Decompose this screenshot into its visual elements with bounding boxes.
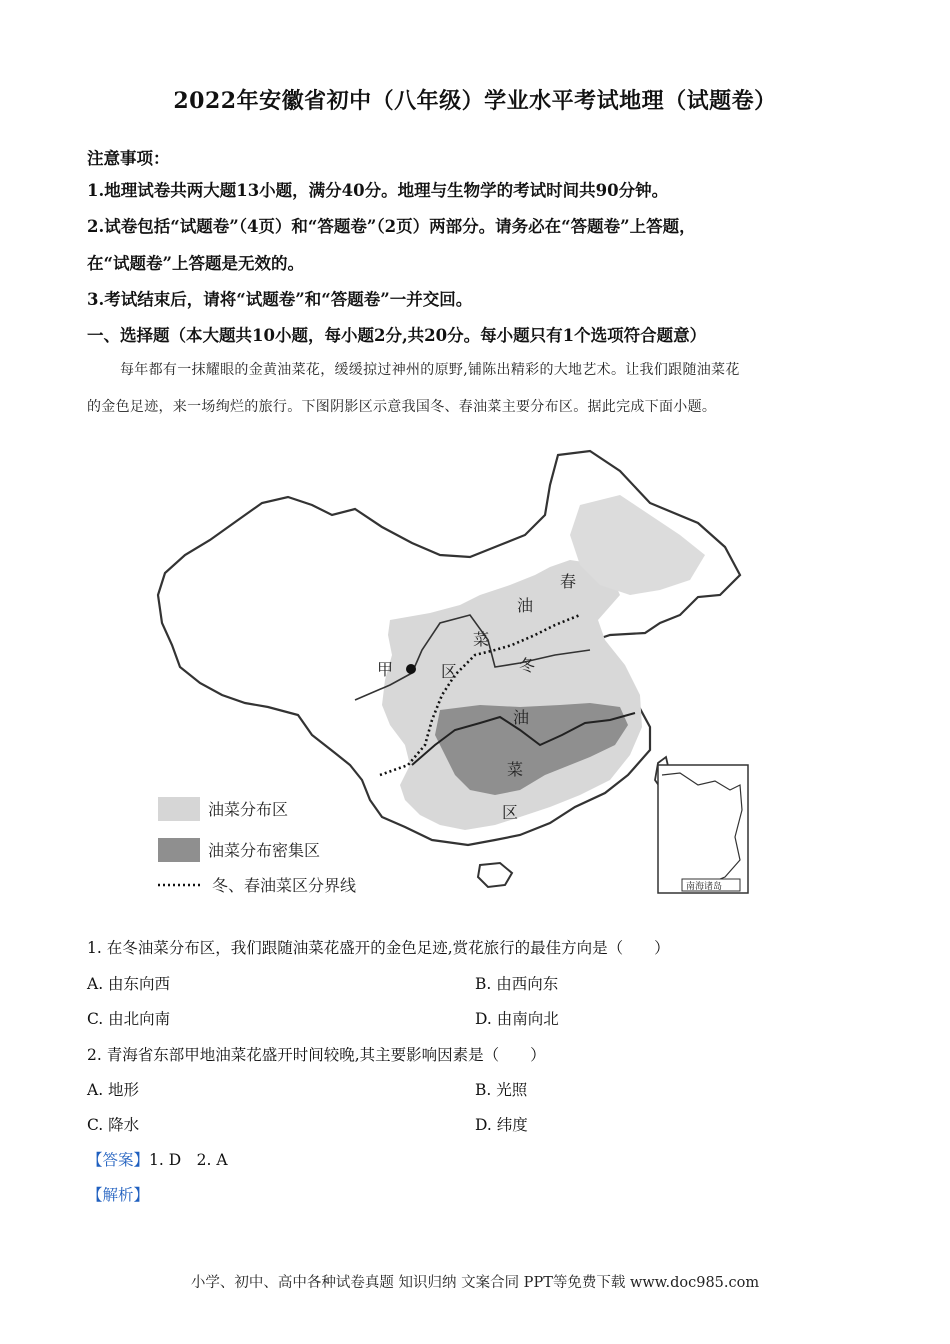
- map-label-you1: 油: [517, 596, 534, 615]
- notice-item-2-cont: 在“试题卷”上答题是无效的。: [87, 254, 304, 273]
- intro-line-2: 的金色足迹，来一场绚烂的旅行。下图阴影区示意我国冬、春油菜主要分布区。据此完成下面小题。: [87, 399, 717, 415]
- notice-item-3: 3.考试结束后，请将“试题卷”和“答题卷”一并交回。: [87, 290, 473, 309]
- question-1-option-c: C. 由北向南: [87, 1010, 171, 1028]
- map-label-jia: 甲: [377, 660, 394, 679]
- page-footer: 小学、初中、高中各种试卷真题 知识归纳 文案合同 PPT等免费下载 www.doc985.com: [190, 1275, 760, 1291]
- notice-item-2: 2.试卷包括“试题卷”（4页）和“答题卷”（2页）两部分。请务必在“答题卷”上答题，: [87, 217, 696, 236]
- question-2-option-c: C. 降水: [87, 1116, 140, 1134]
- question-2-option-d: D. 纬度: [475, 1116, 528, 1134]
- hainan-island: [478, 863, 512, 887]
- jia-point: [406, 664, 416, 674]
- notice-heading: 注意事项：: [87, 149, 170, 168]
- legend-swatch-light: [158, 797, 200, 821]
- rapeseed-distribution-map: [150, 445, 760, 900]
- answer-text: 1. D 2. A: [149, 1151, 228, 1169]
- answer-tag: 【答案】: [87, 1151, 150, 1169]
- section-heading: 一、选择题（本大题共10小题，每小题2分,共20分。每小题只有1个选项符合题意）: [87, 326, 707, 345]
- map-label-cai1: 菜: [473, 630, 490, 649]
- legend-dense: 油菜分布密集区: [208, 841, 321, 860]
- notice-item-1: 1.地理试卷共两大题13小题，满分40分。地理与生物学的考试时间共90分钟。: [87, 181, 669, 200]
- analysis-tag: 【解析】: [87, 1186, 150, 1204]
- legend-boundary: 冬、春油菜区分界线: [212, 876, 357, 895]
- map-label-qu1: 区: [441, 662, 458, 681]
- intro-line-1: 每年都有一抹耀眼的金黄油菜花，缓缓掠过神州的原野,铺陈出精彩的大地艺术。让我们跟随油菜花: [120, 362, 740, 378]
- answer-line: [87, 1148, 228, 1170]
- question-1-stem: 1. 在冬油菜分布区，我们跟随油菜花盛开的金色足迹,赏花旅行的最佳方向是（ ）: [87, 939, 670, 957]
- question-1-option-b: B. 由西向东: [475, 975, 559, 993]
- map-label-cai2: 菜: [507, 760, 524, 779]
- map-label-dong: 冬: [519, 656, 536, 675]
- legend-swatch-dense: [158, 838, 200, 862]
- map-label-qu2: 区: [502, 803, 519, 822]
- question-2-stem: 2. 青海省东部甲地油菜花盛开时间较晚,其主要影响因素是（ ）: [87, 1046, 546, 1064]
- map-label-you2: 油: [513, 708, 530, 727]
- question-2-option-b: B. 光照: [475, 1081, 528, 1099]
- question-2-option-a: A. 地形: [87, 1081, 140, 1099]
- inset-label: 南海诸岛: [686, 882, 723, 892]
- map-label-chun: 春: [560, 572, 577, 591]
- page-title: 2022年安徽省初中（八年级）学业水平考试地理（试题卷）: [173, 88, 777, 114]
- legend-light: 油菜分布区: [208, 800, 289, 819]
- question-1-option-a: A. 由东向西: [87, 975, 171, 993]
- question-1-option-d: D. 由南向北: [475, 1010, 559, 1028]
